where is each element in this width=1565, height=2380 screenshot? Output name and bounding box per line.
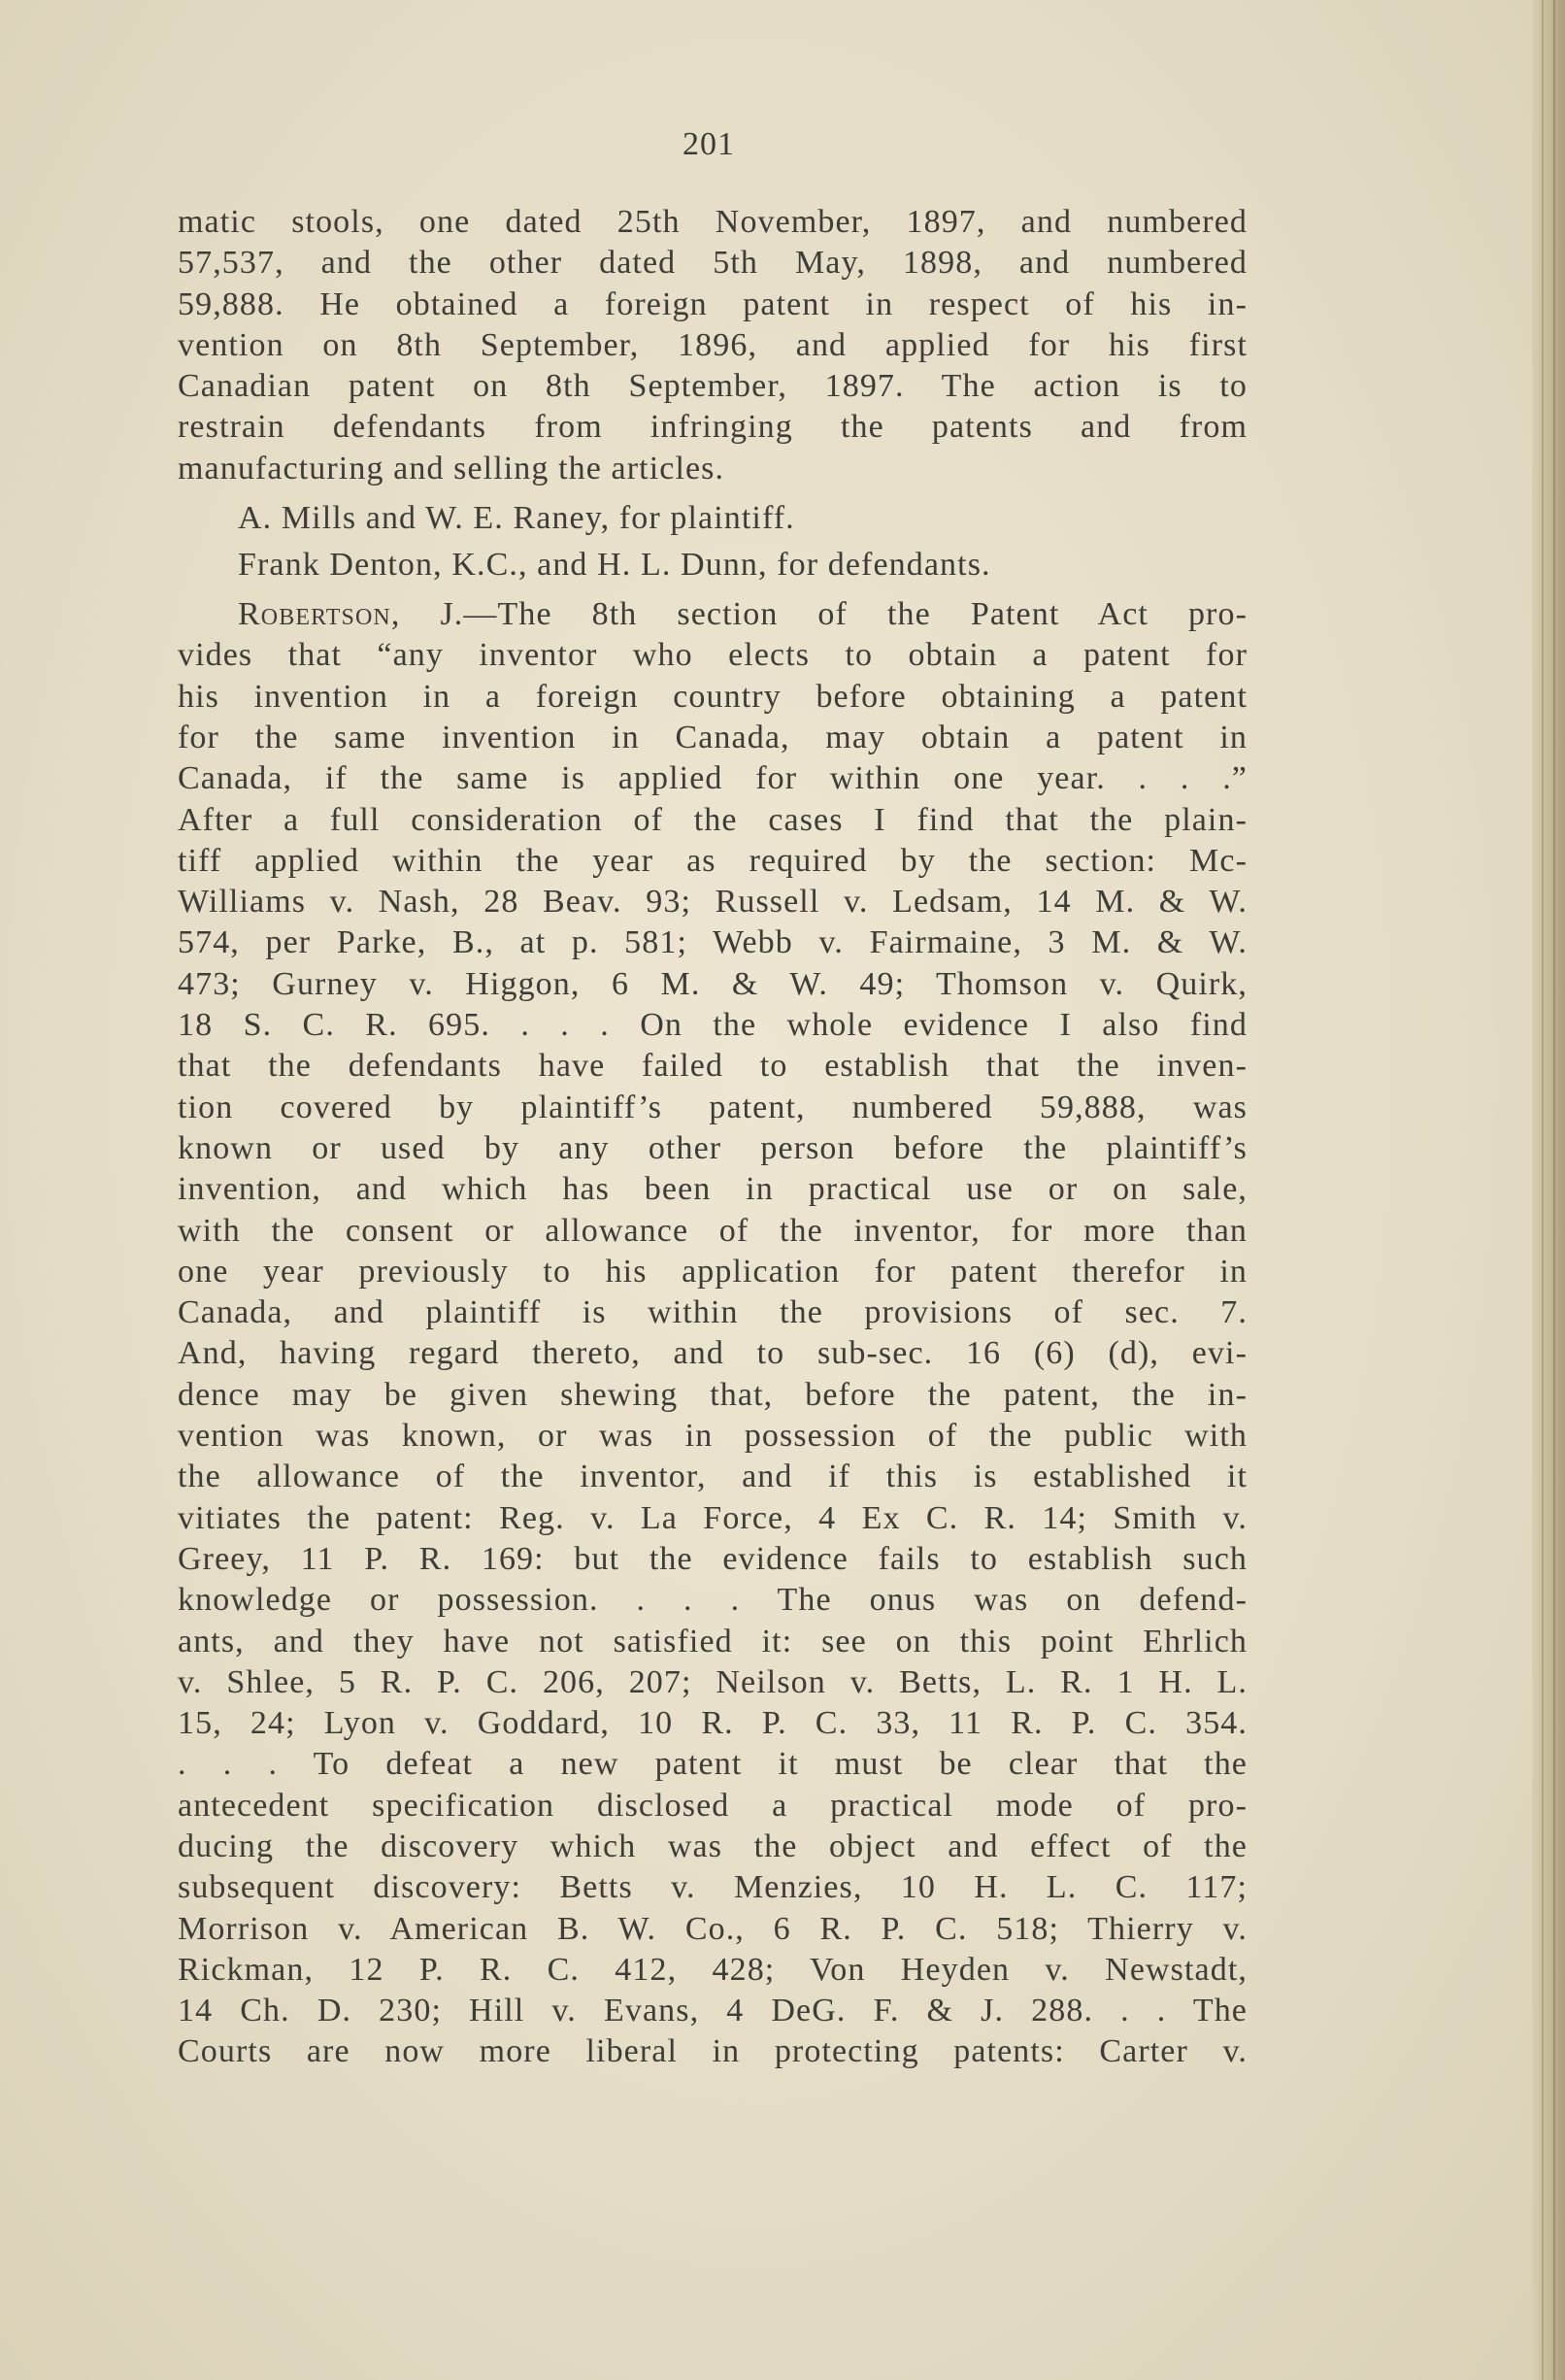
text-line: 18 S. C. R. 695. . . . On the whole evidence I also find — [178, 1007, 1248, 1044]
text-line: vention on 8th September, 1896, and applied for his first — [178, 326, 1248, 363]
text-line: dence may be given shewing that, before the patent, the in- — [178, 1376, 1248, 1413]
text-line: Morrison v. American B. W. Co., 6 R. P. C. 518; Thierry v. — [178, 1910, 1248, 1947]
text-line: 59,888. He obtained a foreign patent in respect of his in- — [178, 285, 1248, 322]
case-summary — [178, 202, 1248, 489]
text-line: 57,537, and the other dated 5th May, 1898, and numbered — [178, 245, 1248, 282]
text-line: the allowance of the inventor, and if this is established it — [178, 1458, 1248, 1495]
page-edge-line — [1553, 0, 1555, 2380]
text-line: Rickman, 12 P. R. C. 412, 428; Von Heyden v. Newstadt, — [178, 1951, 1248, 1988]
text-line: Williams v. Nash, 28 Beav. 93; Russell v. Ledsam, 14 M. & W. — [178, 884, 1248, 921]
text-line: vention was known, or was in possession of the public with — [178, 1418, 1248, 1455]
judge-name: Robertson — [238, 596, 391, 633]
text-line: Canada, and plaintiff is within the provisions of sec. 7. — [178, 1294, 1248, 1331]
text-line: invention, and which has been in practical use or on sale, — [178, 1171, 1248, 1208]
text-line: vitiates the patent: Reg. v. La Force, 4 Ex C. R. 14; Smith v. — [178, 1499, 1248, 1536]
text-line: Greey, 11 P. R. 169: but the evidence fails to establish such — [178, 1540, 1248, 1577]
text-line: Canadian patent on 8th September, 1897. The action is to — [178, 368, 1248, 405]
text-line: his invention in a foreign country before obtaining a patent — [178, 678, 1248, 715]
text-line: ants, and they have not satisfied it: see on this point Ehrlich — [178, 1623, 1248, 1659]
body-text — [178, 202, 1248, 2073]
text-line: Robertson, J.—The 8th section of the Patent Act pro- — [238, 596, 1248, 633]
text-line: antecedent specification disclosed a practical mode of pro- — [178, 1787, 1248, 1824]
text-line: knowledge or possession. . . . The onus was on defend- — [178, 1582, 1248, 1619]
text-line: one year previously to his application for patent therefor in — [178, 1253, 1248, 1290]
text-line: tiff applied within the year as required by the section: Mc- — [178, 842, 1248, 879]
page-number: 201 — [683, 126, 735, 162]
text-line: vides that “any inventor who elects to obtain a patent for — [178, 637, 1248, 674]
text-line: that the defendants have failed to establish that the inven- — [178, 1048, 1248, 1085]
text-line: tion covered by plaintiff’s patent, numbered 59,888, was — [178, 1089, 1248, 1125]
text-line: 574, per Parke, B., at p. 581; Webb v. Fairmaine, 3 M. & W. — [178, 924, 1248, 961]
text-line: v. Shlee, 5 R. P. C. 206, 207; Neilson v. Betts, L. R. 1 H. L. — [178, 1663, 1248, 1700]
page-edge — [1532, 0, 1565, 2380]
text-line: 15, 24; Lyon v. Goddard, 10 R. P. C. 33, 11 R. P. C. 354. — [178, 1705, 1248, 1742]
page-edge-line — [1542, 0, 1544, 2380]
text-line: After a full consideration of the cases I find that the plain- — [178, 801, 1248, 838]
text-line: . . . To defeat a new patent it must be clear that the — [178, 1746, 1248, 1783]
text-line: 14 Ch. D. 230; Hill v. Evans, 4 DeG. F. & J. 288. . . The — [178, 1993, 1248, 2029]
text-line: Canada, if the same is applied for within one year. . . .” — [178, 760, 1248, 797]
text-line: matic stools, one dated 25th November, 1897, and numbered — [178, 204, 1248, 240]
counsel-defendants: Frank Denton, K.C., and H. L. Dunn, for defendants. — [238, 547, 991, 584]
text-line: for the same invention in Canada, may obtain a patent in — [178, 719, 1248, 755]
text-line: And, having regard thereto, and to sub-sec. 16 (6) (d), evi- — [178, 1335, 1248, 1372]
counsel-plaintiff: A. Mills and W. E. Raney, for plaintiff. — [238, 500, 795, 537]
text-line: subsequent discovery: Betts v. Menzies, 10 H. L. C. 117; — [178, 1869, 1248, 1906]
text-line: Courts are now more liberal in protecting patents: Carter v. — [178, 2033, 1248, 2070]
text-line: known or used by any other person before the plaintiff’s — [178, 1129, 1248, 1166]
text-line: 473; Gurney v. Higgon, 6 M. & W. 49; Thomson v. Quirk, — [178, 965, 1248, 1002]
text-line: with the consent or allowance of the inventor, for more than — [178, 1212, 1248, 1249]
text-line: ducing the discovery which was the object and effect of the — [178, 1827, 1248, 1864]
text-line: restrain defendants from infringing the patents and from — [178, 409, 1248, 446]
judgment — [178, 594, 1248, 2073]
text-line: manufacturing and selling the articles. — [178, 450, 725, 486]
